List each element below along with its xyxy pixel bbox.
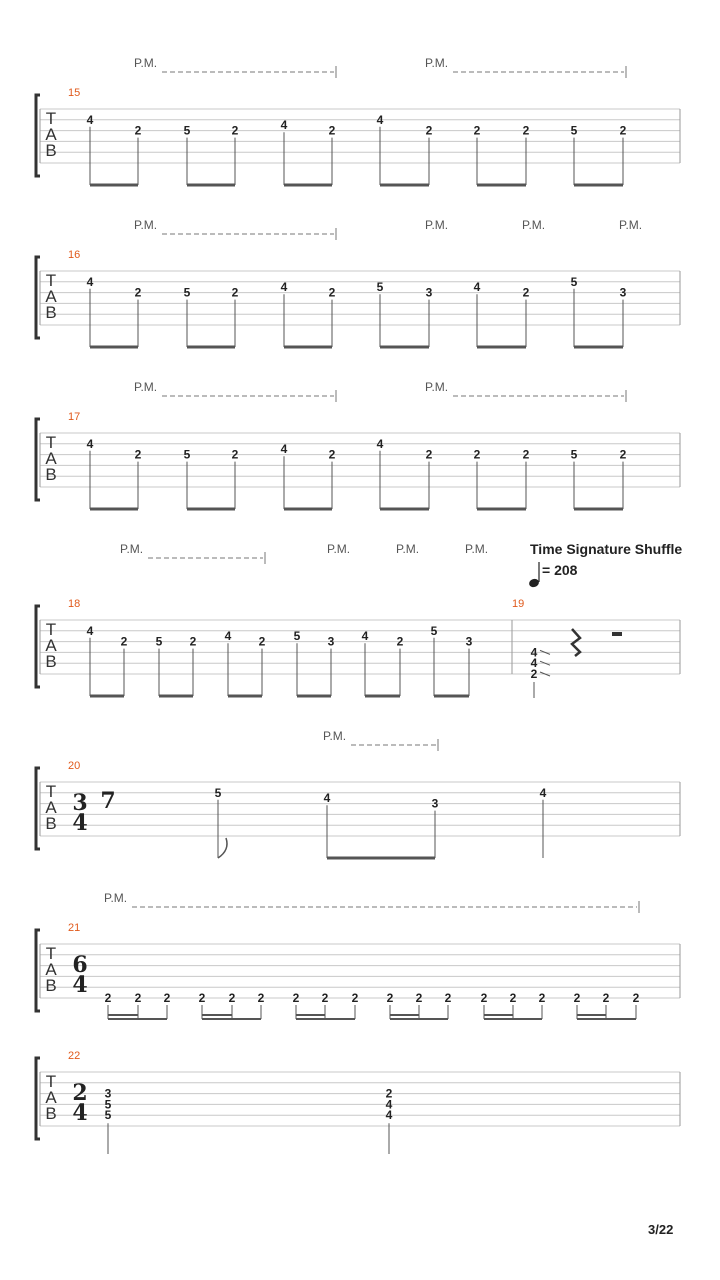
tab-letter-t: T — [45, 782, 57, 801]
fret-number: 2 — [228, 991, 236, 1005]
fret-number: 5 — [430, 623, 438, 638]
tab-letter-b: B — [45, 303, 57, 322]
fret-number: 2 — [120, 634, 128, 649]
fret-number: 2 — [257, 991, 265, 1005]
tab-letter-b: B — [45, 1104, 57, 1123]
fret-number: 4 — [473, 280, 481, 295]
palm-mute-label: P.M. — [120, 542, 144, 556]
palm-mute-label: P.M. — [425, 380, 449, 394]
palm-mute-label: P.M. — [425, 56, 449, 70]
tab-letter-t: T — [45, 620, 57, 639]
fret-number: 2 — [538, 991, 546, 1005]
time-signature-top: 2 — [72, 1080, 88, 1106]
system-brace — [36, 768, 40, 849]
fret-number: 2 — [328, 123, 336, 138]
tempo-marking: = 208 — [542, 562, 578, 578]
fret-number: 4 — [530, 645, 538, 660]
fret-number: 2 — [385, 1086, 393, 1101]
palm-mute-label: P.M. — [134, 218, 158, 232]
palm-mute-label: P.M. — [134, 380, 158, 394]
system-brace — [36, 606, 40, 687]
fret-number: 4 — [539, 785, 547, 800]
fret-number: 2 — [573, 991, 581, 1005]
fret-number: 2 — [522, 447, 530, 462]
fret-number: 3 — [104, 1086, 112, 1101]
fret-number: 2 — [351, 991, 359, 1005]
system-brace — [36, 419, 40, 500]
fret-number: 4 — [376, 112, 384, 127]
fret-number: 5 — [570, 123, 578, 138]
fret-number: 2 — [619, 123, 627, 138]
fret-number: 2 — [231, 285, 239, 300]
fret-number: 2 — [386, 991, 394, 1005]
time-signature-bottom: 4 — [72, 972, 88, 998]
fret-number: 2 — [134, 991, 142, 1005]
tab-letter-t: T — [45, 944, 57, 963]
time-signature-top: 6 — [72, 952, 88, 978]
tab-letter-a: A — [45, 960, 57, 979]
palm-mute-label: P.M. — [104, 891, 128, 905]
fret-number: 4 — [224, 629, 232, 644]
measure-number: 17 — [68, 411, 81, 423]
palm-mute-label: P.M. — [619, 218, 643, 232]
fret-number: 4 — [376, 436, 384, 451]
fret-number: 4 — [280, 442, 288, 457]
fret-number: 2 — [396, 634, 404, 649]
fret-number: 5 — [155, 634, 163, 649]
fret-number: 4 — [86, 112, 94, 127]
measure-number: 22 — [68, 1050, 81, 1062]
tab-letter-t: T — [45, 271, 57, 290]
measure-number: 19 — [512, 598, 525, 610]
time-signature-shuffle-label: Time Signature Shuffle — [530, 541, 683, 557]
fret-number: 2 — [444, 991, 452, 1005]
fret-number: 5 — [183, 123, 191, 138]
fret-number: 5 — [183, 447, 191, 462]
note-flag — [218, 838, 227, 858]
measure-number: 16 — [68, 249, 81, 261]
fret-number: 4 — [280, 118, 288, 133]
fret-number: 4 — [86, 623, 94, 638]
fret-number: 2 — [258, 634, 266, 649]
fret-number: 4 — [385, 1097, 393, 1112]
palm-mute-label: P.M. — [522, 218, 546, 232]
system-brace — [36, 95, 40, 176]
palm-mute-label: P.M. — [465, 542, 489, 556]
tab-letter-a: A — [45, 636, 57, 655]
fret-number: 2 — [522, 285, 530, 300]
fret-number: 4 — [530, 656, 538, 671]
fret-number: 2 — [134, 285, 142, 300]
system-brace — [36, 257, 40, 338]
measure-number: 21 — [68, 922, 81, 934]
fret-number: 2 — [231, 447, 239, 462]
fret-number: 3 — [425, 285, 433, 300]
fret-number: 2 — [473, 447, 481, 462]
fret-number: 2 — [321, 991, 329, 1005]
fret-number: 5 — [183, 285, 191, 300]
eighth-rest: 7 — [100, 788, 116, 814]
fret-number: 3 — [619, 285, 627, 300]
tab-letter-b: B — [45, 465, 57, 484]
system-brace — [36, 930, 40, 1011]
fret-number: 5 — [570, 447, 578, 462]
fret-number: 2 — [602, 991, 610, 1005]
measure-number: 20 — [68, 760, 81, 772]
tab-letter-a: A — [45, 449, 57, 468]
tab-letter-b: B — [45, 976, 57, 995]
fret-number: 2 — [292, 991, 300, 1005]
fret-number: 2 — [104, 991, 112, 1005]
fret-number: 2 — [198, 991, 206, 1005]
fret-number: 3 — [465, 634, 473, 649]
fret-number: 2 — [415, 991, 423, 1005]
tab-letter-b: B — [45, 814, 57, 833]
measure-number: 18 — [68, 598, 81, 610]
fret-number: 2 — [480, 991, 488, 1005]
palm-mute-label: P.M. — [425, 218, 449, 232]
time-signature-top: 3 — [72, 790, 88, 816]
palm-mute-label: P.M. — [323, 729, 347, 743]
fret-number: 5 — [214, 785, 222, 800]
fret-number: 2 — [530, 667, 538, 681]
tab-letter-a: A — [45, 1088, 57, 1107]
fret-number: 2 — [509, 991, 517, 1005]
fret-number: 4 — [361, 629, 369, 644]
fret-number: 2 — [473, 123, 481, 138]
fret-number: 2 — [231, 123, 239, 138]
quarter-note-icon — [528, 578, 540, 589]
system-brace — [36, 1058, 40, 1139]
fret-number: 5 — [104, 1097, 112, 1112]
time-signature-bottom: 4 — [72, 1100, 88, 1126]
page-number: 3/22 — [648, 1222, 674, 1237]
fret-number: 5 — [570, 274, 578, 289]
tab-letter-a: A — [45, 798, 57, 817]
fret-number: 4 — [385, 1108, 393, 1123]
fret-number: 2 — [134, 447, 142, 462]
fret-number: 2 — [163, 991, 171, 1005]
fret-number: 5 — [293, 629, 301, 644]
tab-letter-b: B — [45, 141, 57, 160]
tab-letter-t: T — [45, 109, 57, 128]
palm-mute-label: P.M. — [396, 542, 420, 556]
fret-number: 2 — [328, 447, 336, 462]
fret-number: 3 — [327, 634, 335, 649]
palm-mute-label: P.M. — [134, 56, 158, 70]
fret-number: 2 — [425, 447, 433, 462]
palm-mute-label: P.M. — [327, 542, 351, 556]
fret-number: 2 — [632, 991, 640, 1005]
fret-number: 2 — [425, 123, 433, 138]
fret-number: 2 — [134, 123, 142, 138]
fret-number: 2 — [522, 123, 530, 138]
fret-number: 2 — [189, 634, 197, 649]
fret-number: 2 — [328, 285, 336, 300]
fret-number: 4 — [86, 436, 94, 451]
fret-number: 5 — [104, 1108, 112, 1123]
fret-number: 4 — [86, 274, 94, 289]
tab-letter-t: T — [45, 1072, 57, 1091]
half-rest — [612, 632, 622, 636]
fret-number: 2 — [619, 447, 627, 462]
fret-number: 4 — [280, 280, 288, 295]
fret-number: 4 — [323, 791, 331, 806]
tab-letter-t: T — [45, 433, 57, 452]
measure-number: 15 — [68, 87, 81, 99]
fret-number: 5 — [376, 280, 384, 295]
tab-letter-b: B — [45, 652, 57, 671]
tab-letter-a: A — [45, 125, 57, 144]
time-signature-bottom: 4 — [72, 810, 88, 836]
tab-letter-a: A — [45, 287, 57, 306]
fret-number: 3 — [431, 796, 439, 811]
